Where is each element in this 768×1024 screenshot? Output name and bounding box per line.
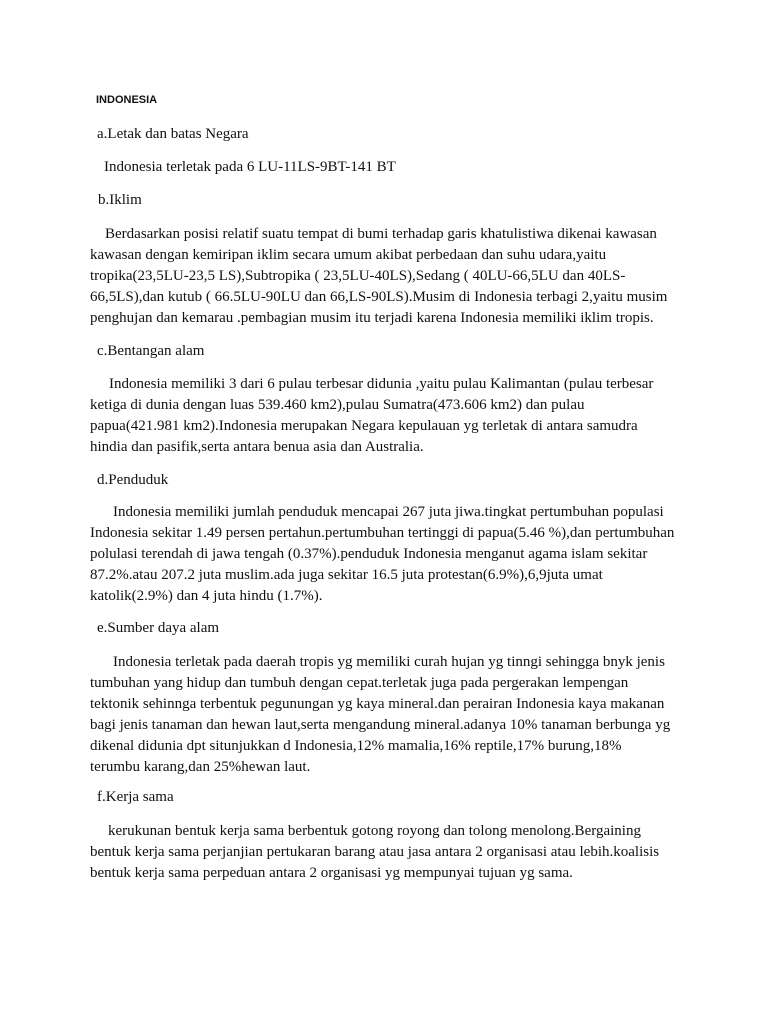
paragraph-line: Indonesia terletak pada 6 LU-11LS-9BT-141 BT	[104, 159, 396, 175]
paragraph-line: terumbu karang,dan 25%hewan laut.	[90, 759, 311, 775]
paragraph-line: ketiga di dunia dengan luas 539.460 km2),pulau Sumatra(473.606 km2) dan pulau	[90, 397, 585, 413]
paragraph-line: 66,5LS),dan kutub ( 66.5LU-90LU dan 66,LS-90LS).Musim di Indonesia terbagi 2,yaitu musim	[90, 289, 668, 305]
paragraph-line: katolik(2.9%) dan 4 juta hindu (1.7%).	[90, 588, 323, 604]
paragraph-line: kerukunan bentuk kerja sama berbentuk gotong royong dan tolong menolong.Bergaining	[108, 823, 641, 839]
paragraph-line: Indonesia memiliki 3 dari 6 pulau terbesar didunia ,yaitu pulau Kalimantan (pulau terbesar	[109, 376, 654, 392]
paragraph-line: Indonesia sekitar 1.49 persen pertahun.pertumbuhan tertinggi di papua(5.46 %),dan pertumbuhan	[90, 525, 675, 541]
paragraph-line: tumbuhan yang hidup dan tumbuh dengan cepat.terletak juga pada pergerakan lempengan	[90, 675, 629, 691]
paragraph-line: bentuk kerja sama perpeduan antara 2 organisasi yg mempunyai tujuan yg sama.	[90, 865, 573, 881]
paragraph-line: bagi jenis tanaman dan hewan laut,serta mengandung mineral.adanya 10% tanaman berbunga yg	[90, 717, 671, 733]
section-heading-letak: a.Letak dan batas Negara	[97, 126, 249, 142]
section-heading-kerja-sama: f.Kerja sama	[97, 789, 174, 805]
section-heading-iklim: b.Iklim	[98, 192, 142, 208]
paragraph-line: Berdasarkan posisi relatif suatu tempat di bumi terhadap garis khatulistiwa dikenai kawasan	[105, 226, 657, 242]
paragraph-line: papua(421.981 km2).Indonesia merupakan Negara kepulauan yg terletak di antara samudra	[90, 418, 638, 434]
paragraph-line: penghujan dan kemarau .pembagian musim itu terjadi karena Indonesia memiliki iklim tropis.	[90, 310, 654, 326]
paragraph-line: hindia dan pasifik,serta antara benua asia dan Australia.	[90, 439, 424, 455]
paragraph-line: Indonesia terletak pada daerah tropis yg memiliki curah hujan yg tinngi sehingga bnyk jenis	[113, 654, 665, 670]
document-title: INDONESIA	[96, 94, 158, 106]
paragraph-line: tropika(23,5LU-23,5 LS),Subtropika ( 23,5LU-40LS),Sedang ( 40LU-66,5LU dan 40LS-	[90, 268, 626, 284]
section-heading-bentangan-alam: c.Bentangan alam	[97, 343, 205, 359]
paragraph-line: kawasan dengan kemiripan iklim secara umum akibat perbedaan dan suhu udara,yaitu	[90, 247, 607, 263]
paragraph-line: bentuk kerja sama perjanjian pertukaran barang atau jasa antara 2 organisasi atau lebih.koalisis	[90, 844, 660, 860]
paragraph-line: tektonik sehinnga terbentuk pegunungan yg kaya mineral.dan perairan Indonesia kaya makanan	[90, 696, 665, 712]
section-heading-sumber-daya-alam: e.Sumber daya alam	[97, 620, 220, 636]
paragraph-line: 87.2%.atau 207.2 juta muslim.ada juga sekitar 16.5 juta protestan(6.9%),6,9juta umat	[90, 567, 603, 583]
paragraph-line: dikenal didunia dpt situnjukkan d Indonesia,12% mamalia,16% reptile,17% burung,18%	[90, 738, 622, 754]
paragraph-line: Indonesia memiliki jumlah penduduk mencapai 267 juta jiwa.tingkat pertumbuhan populasi	[113, 504, 664, 520]
section-heading-penduduk: d.Penduduk	[97, 472, 169, 488]
paragraph-line: polulasi terendah di jawa tengah (0.37%).penduduk Indonesia menganut agama islam sekitar	[90, 546, 648, 562]
